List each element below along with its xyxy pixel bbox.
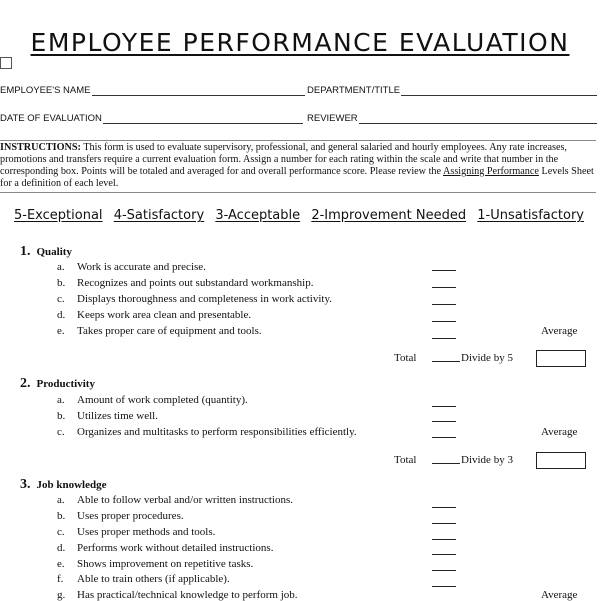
list-item: b. Recognizes and points out substandard workmanship. xyxy=(57,277,314,289)
divide-label: Divide by 3 xyxy=(461,454,513,466)
department-title-line[interactable] xyxy=(401,85,597,96)
reviewer-field[interactable] xyxy=(307,110,597,124)
rating-blank[interactable] xyxy=(432,406,456,407)
assigning-performance-link[interactable]: Assigning Performance xyxy=(443,166,539,177)
list-item: e. Takes proper care of equipment and tools. xyxy=(57,325,262,337)
instructions-tail: Levels Sheet for a definition of each level. xyxy=(0,166,594,189)
rating-blank[interactable] xyxy=(432,437,456,438)
rating-blank[interactable] xyxy=(432,287,456,288)
employee-name-label: EMPLOYEE'S NAME xyxy=(0,85,91,96)
employee-name-field[interactable] xyxy=(0,82,305,96)
rating-blank[interactable] xyxy=(432,539,456,540)
total-blank[interactable] xyxy=(432,361,460,362)
average-box[interactable] xyxy=(536,350,586,367)
scale-2: 2-Improvement Needed xyxy=(311,208,467,223)
list-item: e. Shows improvement on repetitive tasks. xyxy=(57,558,254,570)
rating-blank[interactable] xyxy=(432,321,456,322)
average-box[interactable] xyxy=(536,452,586,469)
reviewer-line[interactable] xyxy=(359,113,597,124)
section-title: Productivity xyxy=(36,378,95,390)
section-title: Quality xyxy=(36,246,72,258)
section-heading xyxy=(20,477,107,493)
rating-blank[interactable] xyxy=(432,523,456,524)
rating-blank[interactable] xyxy=(432,586,456,587)
rating-blank[interactable] xyxy=(432,421,456,422)
rating-blank[interactable] xyxy=(432,270,456,271)
list-item: d. Keeps work area clean and presentable. xyxy=(57,309,252,321)
scale-4: 4-Satisfactory xyxy=(113,208,205,223)
list-item: a. Amount of work completed (quantity). xyxy=(57,394,248,406)
rating-blank[interactable] xyxy=(432,507,456,508)
divide-label: Divide by 5 xyxy=(461,352,513,364)
section-number: 1. xyxy=(20,244,31,259)
date-of-evaluation-label: DATE OF EVALUATION xyxy=(0,113,102,124)
employee-name-line[interactable] xyxy=(92,85,305,96)
scale-3: 3-Acceptable xyxy=(215,208,301,223)
date-of-evaluation-line[interactable] xyxy=(103,113,303,124)
rating-blank[interactable] xyxy=(432,338,456,339)
section-title: Job knowledge xyxy=(36,479,107,491)
section-heading xyxy=(20,244,72,260)
rating-blank[interactable] xyxy=(432,554,456,555)
total-label: Total xyxy=(394,352,417,364)
date-of-evaluation-field[interactable] xyxy=(0,110,303,124)
list-item: c. Organizes and multitasks to perform responsibilities efficiently. xyxy=(57,426,357,438)
select-checkbox[interactable] xyxy=(0,57,12,69)
average-label: Average xyxy=(541,426,578,438)
rating-scale xyxy=(0,208,600,223)
list-item: a. Work is accurate and precise. xyxy=(57,261,206,273)
average-label: Average xyxy=(541,589,578,601)
list-item: c. Uses proper methods and tools. xyxy=(57,526,216,538)
instructions-label: INSTRUCTIONS: xyxy=(0,142,81,153)
section-heading xyxy=(20,376,95,392)
list-item: b. Utilizes time well. xyxy=(57,410,158,422)
instructions-text: This form is used to evaluate supervisory, professional, and general salaried and hourly employees. Any rate increases, promotions and transfers require a current evaluation form. Assign a number for each rating within the scale and write that number in the corresponding box. Points will be totaled and averaged for and overall performance score. Please review the xyxy=(0,142,567,177)
page-title: EMPLOYEE PERFORMANCE EVALUATION xyxy=(30,28,570,57)
scale-5: 5-Exceptional xyxy=(14,208,103,223)
list-item: c. Displays thoroughness and completeness in work activity. xyxy=(57,293,332,305)
list-item: d. Performs work without detailed instructions. xyxy=(57,542,274,554)
list-item: b. Uses proper procedures. xyxy=(57,510,184,522)
reviewer-label: REVIEWER xyxy=(307,113,358,124)
instructions xyxy=(0,140,596,190)
section-number: 2. xyxy=(20,376,31,391)
scale-1: 1-Unsatisfactory xyxy=(477,208,584,223)
list-item: f. Able to train others (if applicable). xyxy=(57,573,230,585)
list-item: g. Has practical/technical knowledge to perform job. xyxy=(57,589,298,601)
list-item: a. Able to follow verbal and/or written instructions. xyxy=(57,494,293,506)
rating-blank[interactable] xyxy=(432,304,456,305)
rating-blank[interactable] xyxy=(432,570,456,571)
section-number: 3. xyxy=(20,477,31,492)
total-blank[interactable] xyxy=(432,463,460,464)
department-title-label: DEPARTMENT/TITLE xyxy=(307,85,401,96)
instructions-divider xyxy=(0,192,596,193)
department-title-field[interactable] xyxy=(307,82,597,96)
average-label: Average xyxy=(541,325,578,337)
total-label: Total xyxy=(394,454,417,466)
